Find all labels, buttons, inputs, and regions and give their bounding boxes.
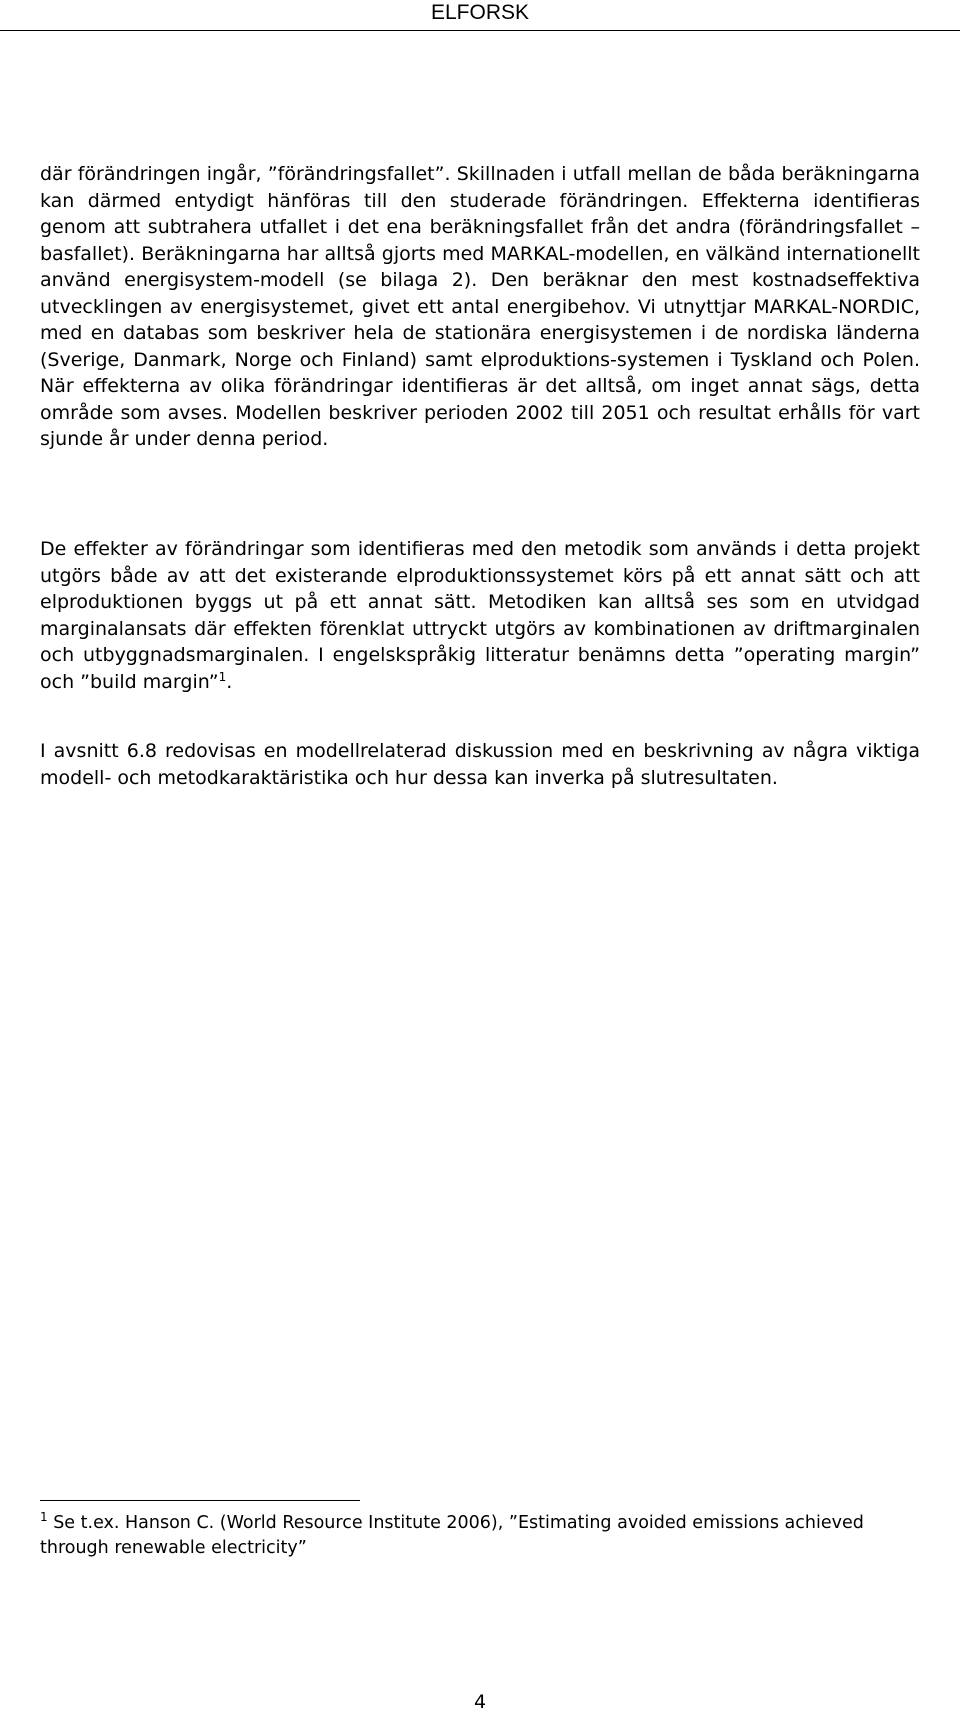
- running-header: [0, 0, 960, 31]
- page-number: 4: [473, 1691, 487, 1713]
- header-title: ELFORSK: [430, 1, 530, 24]
- paragraph-margin-end: .: [226, 670, 233, 693]
- paragraph-method-description: där förändringen ingår, ”förändringsfallet”. Skillnaden i utfall mellan de båda beräkningarna kan därmed entydigt hänföras till den studerade förändringen. Effekterna identifieras genom att subtrahera utfallet i det ena beräkningsfallet från det andra (förändringsfallet – basfallet). Beräkningarna har alltså gjorts med MARKAL-modellen, en välkänd internationellt använd energisystem-modell (se bilaga 2). Den beräknar den mest kostnadseffektiva utvecklingen av energisystemet, givet ett antal energibehov. Vi utnyttjar MARKAL-NORDIC, med en databas som beskriver hela de stationära energisystemen i de nordiska länderna (Sverige, Danmark, Norge och Finland) samt elproduktions-systemen i Tyskland och Polen. När effekterna av olika förändringar identifieras är det alltså, om inget annat sägs, detta område som avses. Modellen beskriver perioden 2002 till 2051 och resultat erhålls för vart sjunde år under denna period.: [40, 163, 920, 450]
- footnote-separator: [40, 1500, 360, 1501]
- footnote-reference[interactable]: 1: [218, 669, 227, 684]
- footnote-text: Se t.ex. Hanson C. (World Resource Institute 2006), ”Estimating avoided emissions achieved through renewable electricity”: [40, 1513, 864, 1558]
- paragraph-margin-text: De effekter av förändringar som identifieras med den metodik som används i detta projekt utgörs både av att det existerande elproduktionssystemet körs på ett annat sätt och att elproduktionen byggs ut på ett annat sätt. Metodiken kan alltså ses som en utvidgad marginalansats där effekten förenklat uttryckt utgörs av kombinationen av driftmarginalen och utbyggnadsmarginalen. I engelskspråkig litteratur benämns detta ”operating margin” och ”build margin”: [40, 538, 920, 693]
- paragraph-margin-approach: [40, 536, 920, 695]
- paragraph-section-reference: I avsnitt 6.8 redovisas en modellrelaterad diskussion med en beskrivning av några viktiga modell- och metodkaraktäristika och hur dessa kan inverka på slutresultaten.: [40, 740, 920, 789]
- footnote: [40, 1511, 920, 1561]
- footnote-number: 1: [40, 1510, 48, 1524]
